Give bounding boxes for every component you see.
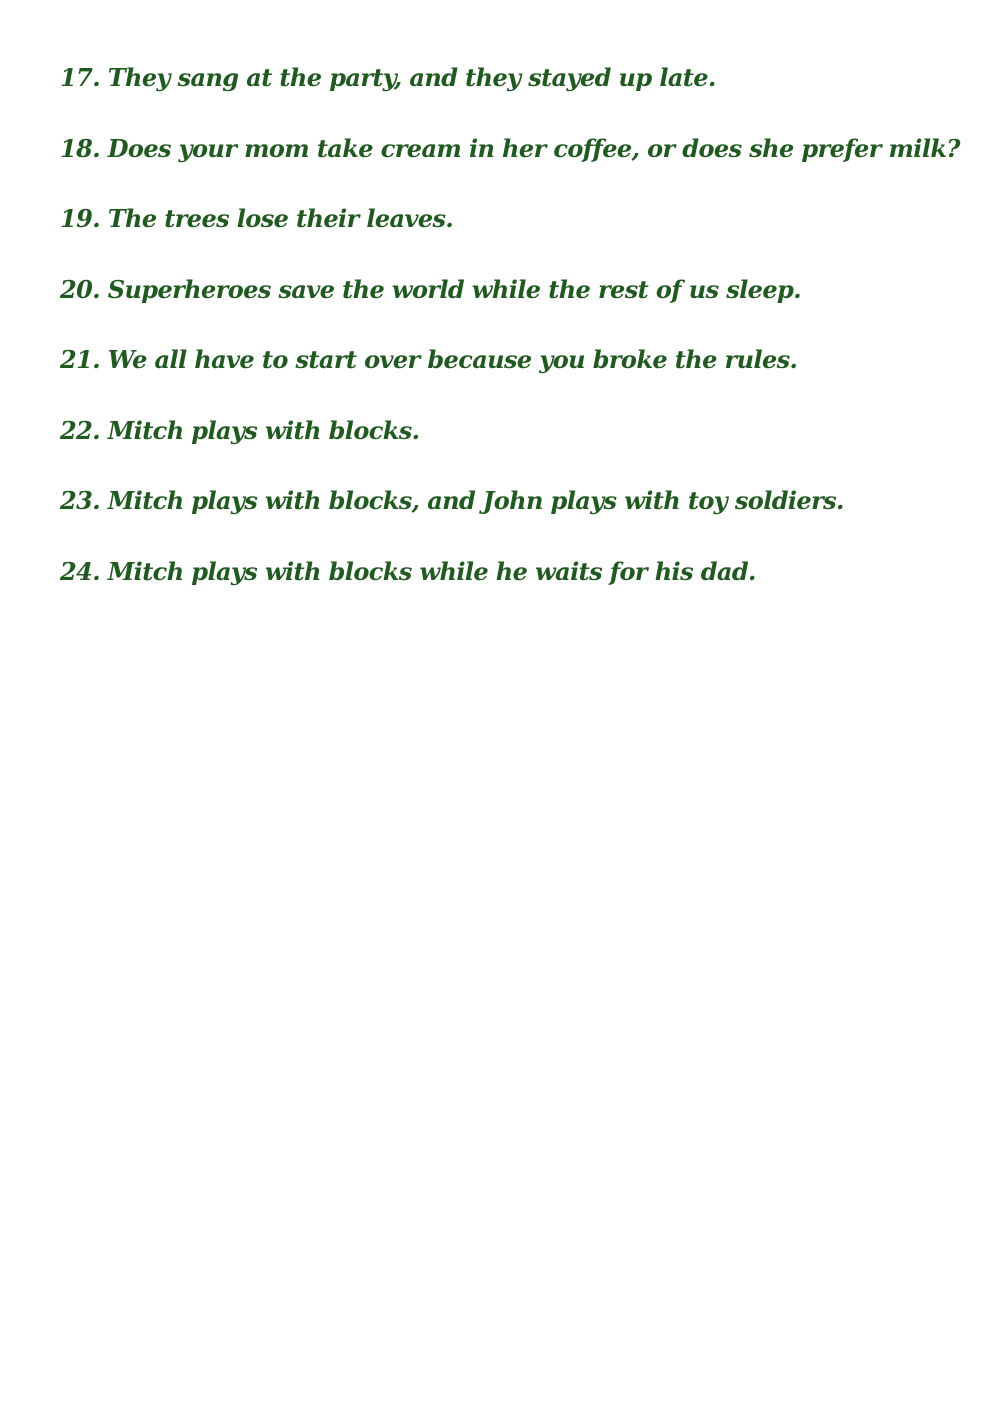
sentence-23: 23. Mitch plays with blocks, and John plays with toy soldiers. [60,486,844,515]
sentence-24: 24. Mitch plays with blocks while he waits for his dad. [60,556,756,586]
sentence-19: 19. The trees lose their leaves. [60,204,454,233]
sentence-21: 21. We all have to start over because you broke the rules. [60,345,798,374]
sentence-22: 22. Mitch plays with blocks. [60,415,420,445]
sentence-20: 20. Superheroes save the world while the rest of us sleep. [60,274,801,304]
sentence-list [60,58,960,622]
sentence-17: 17. They sang at the party, and they stayed up late. [60,63,716,92]
sentence-18: 18. Does your mom take cream in her coffee, or does she prefer milk? [60,133,960,163]
